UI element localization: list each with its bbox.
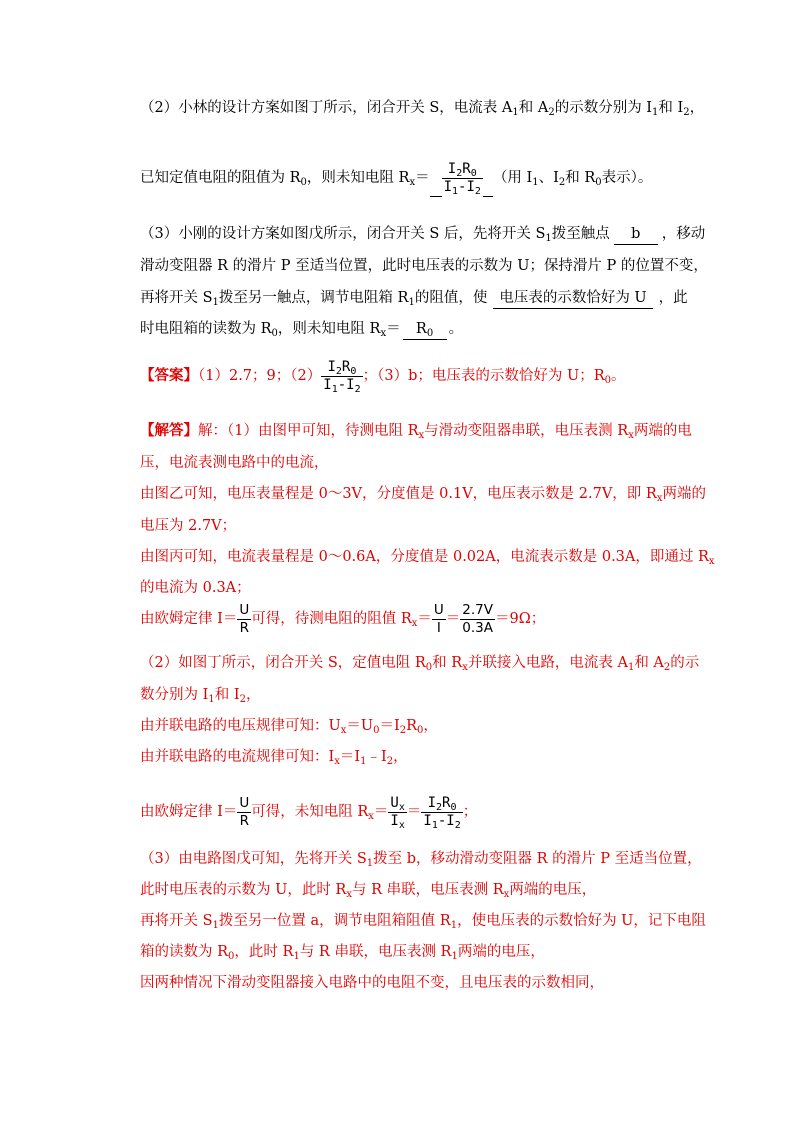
q2-line-2: 已知定值电阻的阻值为 $R_0$，则未知电阻 $R_x=$ $\frac{I_2R_0}{I_1-I_2}$ （用 $I_1$、$I_2$和 $R_0$表示）。 <box>140 160 653 197</box>
q3-line-3: 再将开关 $S_1$拨至另一触点，调节电阻箱 $R_1$的阻值，使 电压表的示数恰好为 U ，此 <box>140 290 688 308</box>
answer-line: 【答案】（1）2.7；9；（2） $\frac{I_2R_0}{I_1-I_2}$ ；（3）b；电压表的示数恰好为 U；$R_0$。 <box>140 358 626 395</box>
analysis-line-14: 此时电压表的示数为 U，此时 $R_x$与 R 串联，电压表测 $R_x$两端的电压， <box>140 882 597 900</box>
analysis-line-16: 箱的读数为 $R_0$，此时 $R_1$与 R 串联，电压表测 $R_1$两端的电压， <box>140 944 545 962</box>
analysis-line-5: 由图丙可知，电流表量程是 0～0.6A，分度值是 0.02A，电流表示数是 0.3A，即通过 $R_x$ <box>140 549 715 567</box>
condition-blank: 电压表的示数恰好为 U <box>493 288 652 309</box>
analysis-line-9: 数分别为 $I_1$和 $I_2$， <box>140 687 261 705</box>
analysis-line-13: （3）由电路图戊可知，先将开关 $S_1$拨至 b，移动滑动变阻器 R 的滑片 P 至适当位置， <box>140 851 702 869</box>
answer-blank-right <box>483 160 493 197</box>
q3-line-2: 滑动变阻器 R 的滑片 P 至适当位置，此时电压表的示数为 U；保持滑片 P 的位置不变， <box>140 258 708 274</box>
rx-formula-fraction: $\frac{I_2R_0}{I_1-I_2}$ <box>443 160 481 197</box>
contact-point-blank: b <box>614 224 658 245</box>
q2-line-1: （2）小林的设计方案如图丁所示，闭合开关 S，电流表 $A_1$和 $A_2$的示数分别为 $I_1$和 $I_2$， <box>140 100 705 118</box>
analysis-line-15: 再将开关 $S_1$拨至另一位置 a，调节电阻箱阻值 $R_1$，使电压表的示数恰好为 U，记下电阻 <box>140 913 706 931</box>
numeric-fraction: $\frac{2.7V}{0.3A}$ <box>462 601 494 636</box>
ohm-law-fraction-2: $\frac{U}{R}$ <box>239 794 250 829</box>
analysis-line-3: 由图乙可知，电压表量程是 0～3V，分度值是 0.1V，电压表示数是 2.7V，即 $R_x$两端的 <box>140 486 706 504</box>
analysis-line-17: 因两种情况下滑动变阻器接入电路中的电阻不变，且电压表的示数相同， <box>140 975 604 991</box>
analysis-label: 【解答】 <box>140 422 198 439</box>
u-over-i-fraction: $\frac{U}{I}$ <box>433 601 444 636</box>
analysis-line-12: 由欧姆定律 I＝ $\frac{U}{R}$ 可得，未知电阻 $R_x=$ $\frac{U_x}{I_x}$ ＝ $\frac{I_2R_0}{I_1-I_2}$ ； <box>140 794 478 831</box>
ohm-law-fraction: $\frac{U}{R}$ <box>239 601 250 636</box>
analysis-line-6: 的电流为 0.3A； <box>140 580 251 596</box>
analysis-line-1: 【解答】解：（1）由图甲可知，待测电阻 $R_x$与滑动变阻器串联，电压表测 $R_x$两端的电 <box>140 422 692 441</box>
q3-line-4: 时电阻箱的读数为 $R_0$，则未知电阻 $R_x= R_0$ 。 <box>140 321 464 339</box>
answer-label: 【答案】 <box>140 367 198 384</box>
analysis-line-11: 由并联电路的电流规律可知：$I_x=I_1﹣I_2$， <box>140 749 408 767</box>
answer-fraction: $\frac{I_2R_0}{I_1-I_2}$ <box>323 358 361 395</box>
rx-value-blank: $R_0$ <box>403 319 447 340</box>
analysis-line-2: 压，电流表测电路中的电流， <box>140 455 329 471</box>
analysis-line-8: （2）如图丁所示，闭合开关 S，定值电阻 $R_0$和 $R_x$并联接入电路，电流表 $A_1$和 $A_2$的示 <box>140 655 700 673</box>
analysis-line-4: 电压为 2.7V； <box>140 518 237 534</box>
analysis-line-10: 由并联电路的电压规律可知：$U_x=U_0=I_2R_0$， <box>140 718 438 736</box>
analysis-line-7: 由欧姆定律 I＝ $\frac{U}{R}$ 可得，待测电阻的阻值 $R_x=$ $\frac{U}{I}$ ＝ $\frac{2.7V}{0.3A}$ ＝9Ω； <box>140 601 546 636</box>
rx-result-fraction: $\frac{I_2R_0}{I_1-I_2}$ <box>423 794 461 831</box>
q3-line-1: （3）小刚的设计方案如图戊所示，闭合开关 S 后，先将开关 $S_1$拨至触点 b ，移动 <box>140 226 706 244</box>
answer-blank-left <box>430 160 442 197</box>
ux-over-ix-fraction: $\frac{U_x}{I_x}$ <box>390 794 405 831</box>
